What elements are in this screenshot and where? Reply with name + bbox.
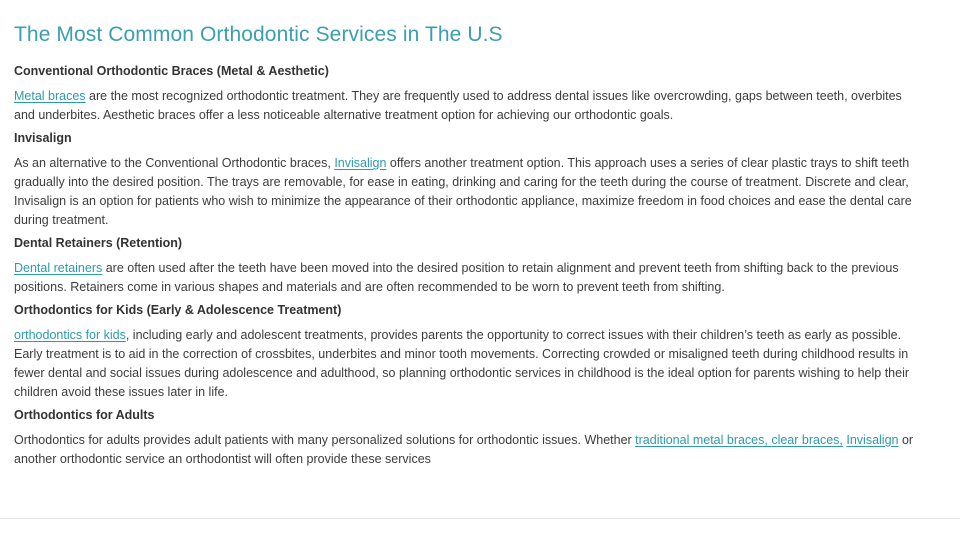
section-paragraph [14,431,924,469]
link-invisalign[interactable]: Invisalign [334,155,387,170]
link-invisalign-adults[interactable]: Invisalign [846,432,899,447]
section-paragraph [14,87,924,125]
section-orthodontics-adults [14,407,924,469]
section-paragraph [14,259,924,297]
section-heading: Orthodontics for Kids (Early & Adolescence Treatment) [14,302,342,317]
section-dental-retainers [14,235,924,297]
link-orthodontics-for-kids[interactable]: orthodontics for kids [14,327,126,342]
paragraph-text: are the most recognized orthodontic treatment. They are frequently used to address dental issues like overcrowding, gaps between teeth, overbites and underbites. Aesthetic braces offer a less noticeable alternative treatment option for achieving our orthodontic goals. [14,89,902,123]
paragraph-text-after: offers another treatment option. This approach uses a series of clear plastic trays to shift teeth gradually into the desired position. The trays are removable, for ease in eating, drinking and caring for the teeth during the course of treatment. Discrete and clear, Invisalign is an option for patients who wish to minimize the appearance of their orthodontic appliance, maximize freedom in food choices and ease the dental care during treatment. [14,155,912,227]
paragraph-text: are often used after the teeth have been moved into the desired position to retain alignment and prevent teeth from shifting back to the previous positions. Retainers come in various shapes and materials and are often recommended to be worn to prevent teeth from shifting. [14,260,899,294]
paragraph-text: , including early and adolescent treatments, provides parents the opportunity to correct issues with their children’s teeth as early as possible. Early treatment is to aid in the correction of crossbites, underbites and minor tooth movements. Correcting crowded or misaligned teeth during childhood results in fewer dental and social issues during adolescence and adulthood, so planning orthodontic services in childhood is the ideal option for parents wishing to help their children avoid these issues later in life. [14,327,910,399]
paragraph-text-before: Orthodontics for adults provides adult patients with many personalized solutions for orthodontic issues. Whether [14,432,636,447]
section-heading: Invisalign [14,131,72,146]
section-paragraph [14,326,924,402]
section-invisalign [14,130,924,230]
page-title: The Most Common Orthodontic Services in The U.S [14,23,503,46]
section-orthodontics-kids [14,302,924,402]
paragraph-text-before: As an alternative to the Conventional Orthodontic braces, [14,155,335,170]
link-traditional-metal-braces[interactable]: traditional metal braces, clear braces, [635,432,843,447]
paragraph-text-after: or another orthodontic service an orthodontist will often provide these services [14,432,914,466]
section-heading: Orthodontics for Adults [14,407,155,422]
link-metal-braces[interactable]: Metal braces [14,89,86,104]
section-conventional-braces [14,63,924,125]
link-dental-retainers[interactable]: Dental retainers [14,260,103,275]
bottom-divider [0,518,960,519]
section-paragraph [14,154,924,230]
section-heading: Conventional Orthodontic Braces (Metal & Aesthetic) [14,64,329,79]
section-heading: Dental Retainers (Retention) [14,235,183,250]
